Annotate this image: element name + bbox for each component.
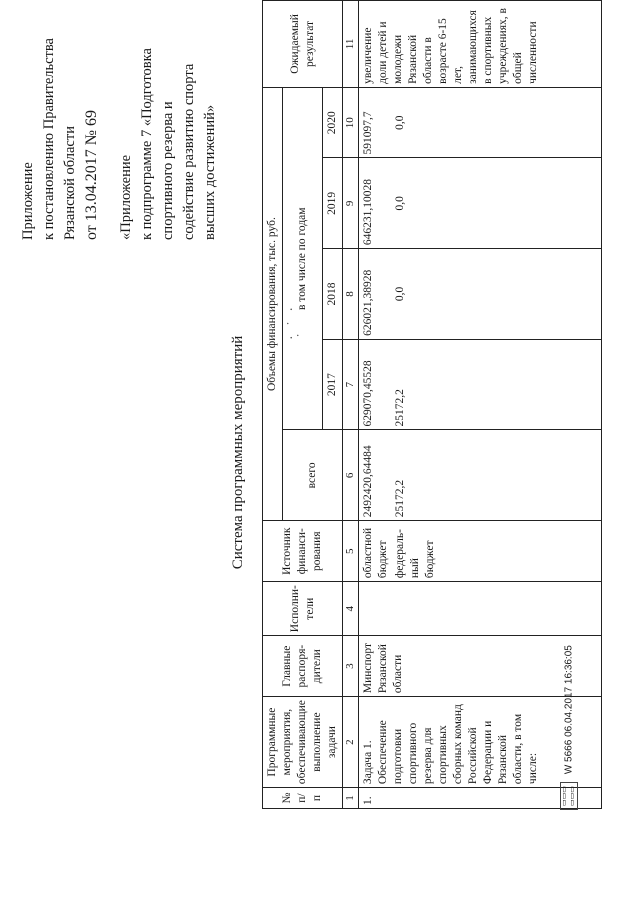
value-2020-federal: 0,0 — [394, 115, 406, 130]
total-regional: 2492420,64484 — [362, 445, 374, 518]
colnum: 9 — [343, 158, 359, 249]
program-table — [262, 0, 602, 809]
value-2020-regional: 591097,7 — [362, 111, 374, 155]
row-num: 1. — [359, 788, 602, 809]
colnum: 7 — [343, 339, 359, 430]
colnum: 1 — [343, 788, 359, 809]
registration-stamp — [560, 645, 578, 810]
value-2017-federal: 25172,2 — [394, 389, 406, 427]
row-sources — [359, 521, 602, 582]
colnum: 2 — [343, 697, 359, 788]
colnum: 3 — [343, 636, 359, 697]
value-2018-federal: 0,0 — [394, 286, 406, 302]
stamp-logo-icon: ▭▭▭ ▭▭▭ — [560, 782, 578, 810]
colnum: 8 — [343, 249, 359, 340]
th-activity: Программные мероприятия, обеспечивающие выполнение задачи — [263, 697, 343, 788]
row-manager: Минспорт Рязанской области — [359, 636, 602, 697]
appendix-line: содействие развитию спорта — [181, 63, 197, 240]
header-line: Приложение — [20, 162, 36, 240]
total-federal: 25172,2 — [394, 479, 406, 518]
appendix-line: «Приложение — [118, 154, 134, 240]
th-manager: Главные распоря-дители — [263, 636, 343, 697]
row-executors — [359, 582, 602, 636]
colnum: 11 — [343, 1, 359, 88]
source-regional: областной бюджет — [362, 527, 389, 579]
row-2017 — [359, 339, 602, 430]
row-total — [359, 430, 602, 521]
value-2019-federal: 0,0 — [394, 196, 406, 211]
colnum: 10 — [343, 87, 359, 158]
th-executors: Исполни-тели — [263, 582, 343, 636]
colnum: 4 — [343, 582, 359, 636]
th-result: Ожидаемый результат — [263, 1, 343, 88]
stamp-code: W 5666 06.04.2017 16:36:05 — [563, 645, 575, 775]
header-line: Рязанской области — [62, 126, 78, 240]
th-num: № п/п — [263, 788, 343, 809]
header-line: к постановлению Правительства — [41, 38, 57, 240]
document-header — [18, 20, 221, 240]
row-2018 — [359, 249, 602, 340]
th-year-2017: 2017 — [323, 339, 343, 430]
th-volume: Объемы финансирования, тыс. руб. — [263, 87, 283, 520]
row-activity: Задача 1. Обеспечение подготовки спортивного резерва для спортивных сборных команд Российской Федерации и Рязанской области, в том числе: — [359, 697, 602, 788]
th-year-2018: 2018 — [323, 249, 343, 340]
appendix-line: высших достижений» — [202, 104, 218, 240]
value-2019-regional: 646231,10028 — [362, 179, 374, 246]
header-line: от 13.04.2017 № 69 — [83, 109, 100, 240]
row-2020 — [359, 87, 602, 158]
th-source: Источник финанси-рования — [263, 521, 343, 582]
source-federal: федераль-ный бюджет — [394, 529, 436, 579]
scan-speckles: ·̣ ˙ · — [285, 304, 300, 340]
th-year-2020: 2020 — [323, 87, 343, 158]
appendix-line: спортивного резерва и — [160, 101, 176, 240]
th-total: всего — [283, 430, 343, 521]
value-2017-regional: 629070,45528 — [362, 360, 374, 427]
appendix-line: к подпрограмме 7 «Подготовка — [139, 48, 155, 240]
value-2018-regional: 626021,38928 — [362, 269, 374, 336]
th-byyears: в том числе по годам — [283, 87, 323, 430]
colnum: 6 — [343, 430, 359, 521]
row-result: увеличение доли детей и молодежи Рязанской области в возрасте 6-15 лет, занимающихся в спортивных учреждениях, в общей численности — [359, 1, 602, 88]
th-year-2019: 2019 — [323, 158, 343, 249]
page-title: Система программных мероприятий — [230, 335, 246, 570]
row-2019 — [359, 158, 602, 249]
colnum: 5 — [343, 521, 359, 582]
